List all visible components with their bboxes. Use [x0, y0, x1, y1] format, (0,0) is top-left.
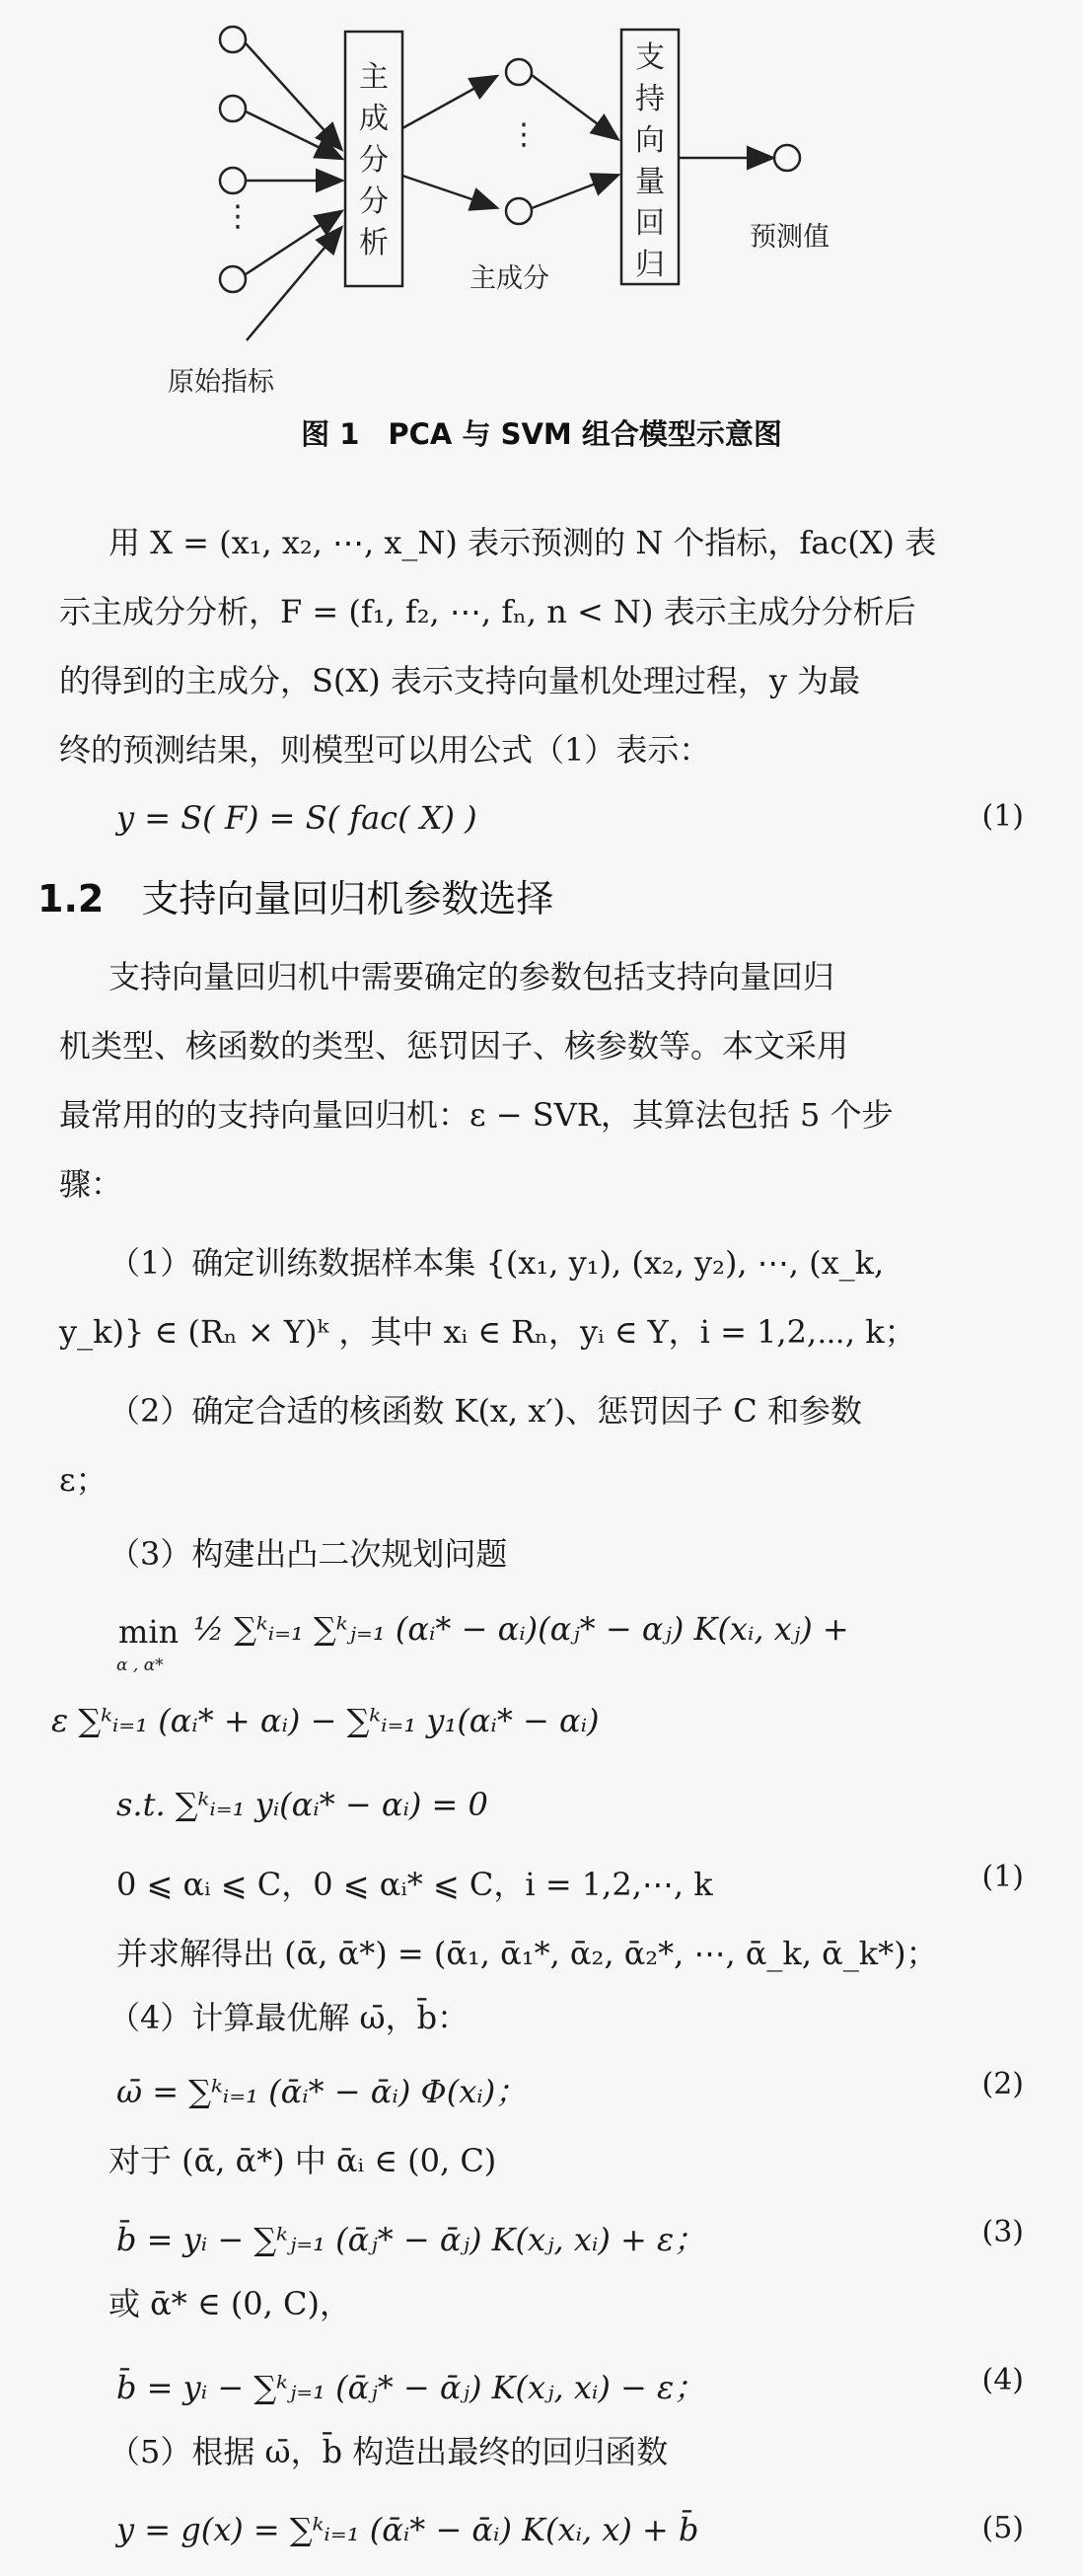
input-arrow-1 — [246, 43, 340, 148]
input-arrow-4 — [246, 212, 340, 274]
figure-caption: 图 1 PCA 与 SVM 组合模型示意图 — [301, 417, 782, 451]
step1-line2: y_k)} ∈ (Rₙ × Y)ᵏ ，其中 xᵢ ∈ Rₙ，yᵢ ∈ Y，i = 1,2,⋯, k； — [59, 1313, 916, 1351]
input-arrow-2 — [246, 111, 340, 158]
para2-line2: 机类型、核函数的类型、惩罚因子、核参数等。本文采用 — [59, 1027, 849, 1065]
equation-model: y = S( F) = S( fac( X) ) — [116, 799, 477, 837]
opt-line1: ½ ∑ᵏᵢ₌₁ ∑ᵏⱼ₌₁ (αᵢ* − αᵢ)(αⱼ* − αⱼ) K(xᵢ, xⱼ) + — [193, 1610, 849, 1648]
output-node — [774, 145, 800, 171]
pc-arrow-1 — [532, 75, 616, 138]
input-node-2 — [220, 96, 246, 121]
para1-line2: 示主成分分析，F = (f₁, f₂, ⋯, fₙ, n < N) 表示主成分分析后 — [59, 593, 916, 630]
pc-node-1 — [506, 59, 532, 85]
para1-line4: 终的预测结果，则模型可以用公式（1）表示： — [59, 731, 711, 769]
para2-line3: 最常用的的支持向量回归机：ε − SVR，其算法包括 5 个步 — [59, 1096, 894, 1134]
input-node-4 — [220, 266, 246, 292]
section-number: 1.2 — [37, 877, 105, 920]
equation-3-number: (3) — [981, 2215, 1024, 2249]
step4-line2: 对于 (ᾱ, ᾱ*) 中 ᾱᵢ ∈ (0, C) — [108, 2142, 497, 2179]
input-node-1 — [220, 27, 246, 52]
section-title: 支持向量回归机参数选择 — [141, 877, 554, 920]
para1-line3: 的得到的主成分，S(X) 表示支持向量机处理过程，y 为最 — [59, 662, 861, 699]
step2-line2: ε； — [59, 1461, 108, 1499]
input-arrow-5 — [247, 229, 340, 340]
pca-arrow-2 — [402, 176, 495, 207]
opt-line5: 并求解得出 (ᾱ, ᾱ*) = (ᾱ₁, ᾱ₁*, ᾱ₂, ᾱ₂*, ⋯, ᾱ_k, ᾱ_k*)； — [116, 1935, 938, 1972]
input-vdots: ⋮ — [223, 199, 253, 234]
equation-model-number: (1) — [981, 799, 1024, 834]
equation-5-number: (5) — [981, 2511, 1024, 2545]
model-diagram — [0, 0, 1083, 454]
step3-line1: （3）构建出凸二次规划问题 — [108, 1535, 508, 1573]
opt-min: min — [118, 1613, 180, 1651]
pc-label: 主成分 — [469, 263, 549, 294]
pca-box-label: 主 成 分 分 析 — [359, 60, 389, 260]
equation-4: b̄ = yᵢ − ∑ᵏⱼ₌₁ (ᾱⱼ* − ᾱⱼ) K(xⱼ, xᵢ) − ε； — [116, 2369, 706, 2406]
step4-line3: 或 ᾱ* ∈ (0, C)， — [108, 2285, 351, 2322]
output-label: 预测值 — [750, 222, 830, 253]
equation-4-number: (4) — [981, 2363, 1024, 2397]
equation-2-number: (2) — [981, 2067, 1024, 2101]
step4-line1: （4）计算最优解 ω̄，b̄： — [108, 1999, 469, 2036]
input-node-3 — [220, 168, 246, 193]
step2-line1: （2）确定合适的核函数 K(x, x′)、惩罚因子 C 和参数 — [108, 1392, 862, 1430]
opt-line2: ε ∑ᵏᵢ₌₁ (αᵢ* + αᵢ) − ∑ᵏᵢ₌₁ y₁(αᵢ* − αᵢ) — [51, 1702, 600, 1739]
step1-line1: （1）确定训练数据样本集 {(x₁, y₁), (x₂, y₂), ⋯, (x_k, — [108, 1244, 885, 1282]
input-label: 原始指标 — [168, 367, 274, 398]
pc-arrow-2 — [532, 176, 616, 208]
pca-arrow-1 — [402, 77, 495, 128]
step5-line1: （5）根据 ω̄，b̄ 构造出最终的回归函数 — [108, 2433, 669, 2470]
para1-line1: 用 X = (x₁, x₂, ⋯, x_N) 表示预测的 N 个指标，fac(X) 表 — [108, 524, 937, 561]
para2-line4: 骤： — [59, 1165, 123, 1203]
opt-equation-number: (1) — [981, 1860, 1024, 1894]
equation-5: y = g(x) = ∑ᵏᵢ₌₁ (ᾱᵢ* − ᾱᵢ) K(xᵢ, x) + b̄ — [116, 2511, 699, 2548]
opt-line3: s.t. ∑ᵏᵢ₌₁ yᵢ(αᵢ* − αᵢ) = 0 — [116, 1786, 488, 1823]
svr-box-label: 支 持 向 量 回 归 — [635, 40, 665, 282]
equation-3: b̄ = yᵢ − ∑ᵏⱼ₌₁ (ᾱⱼ* − ᾱⱼ) K(xⱼ, xᵢ) + ε； — [116, 2221, 706, 2258]
pc-vdots: ⋮ — [509, 117, 539, 152]
pc-node-2 — [506, 198, 532, 224]
opt-min-subscript: α , α* — [116, 1656, 164, 1675]
para2-line1: 支持向量回归机中需要确定的参数包括支持向量回归 — [108, 958, 835, 995]
equation-2: ω̄ = ∑ᵏᵢ₌₁ (ᾱᵢ* − ᾱᵢ) Φ(xᵢ)； — [116, 2073, 528, 2110]
section-heading — [37, 868, 553, 922]
opt-line4: 0 ⩽ αᵢ ⩽ C，0 ⩽ αᵢ* ⩽ C，i = 1,2,⋯, k — [116, 1866, 713, 1903]
